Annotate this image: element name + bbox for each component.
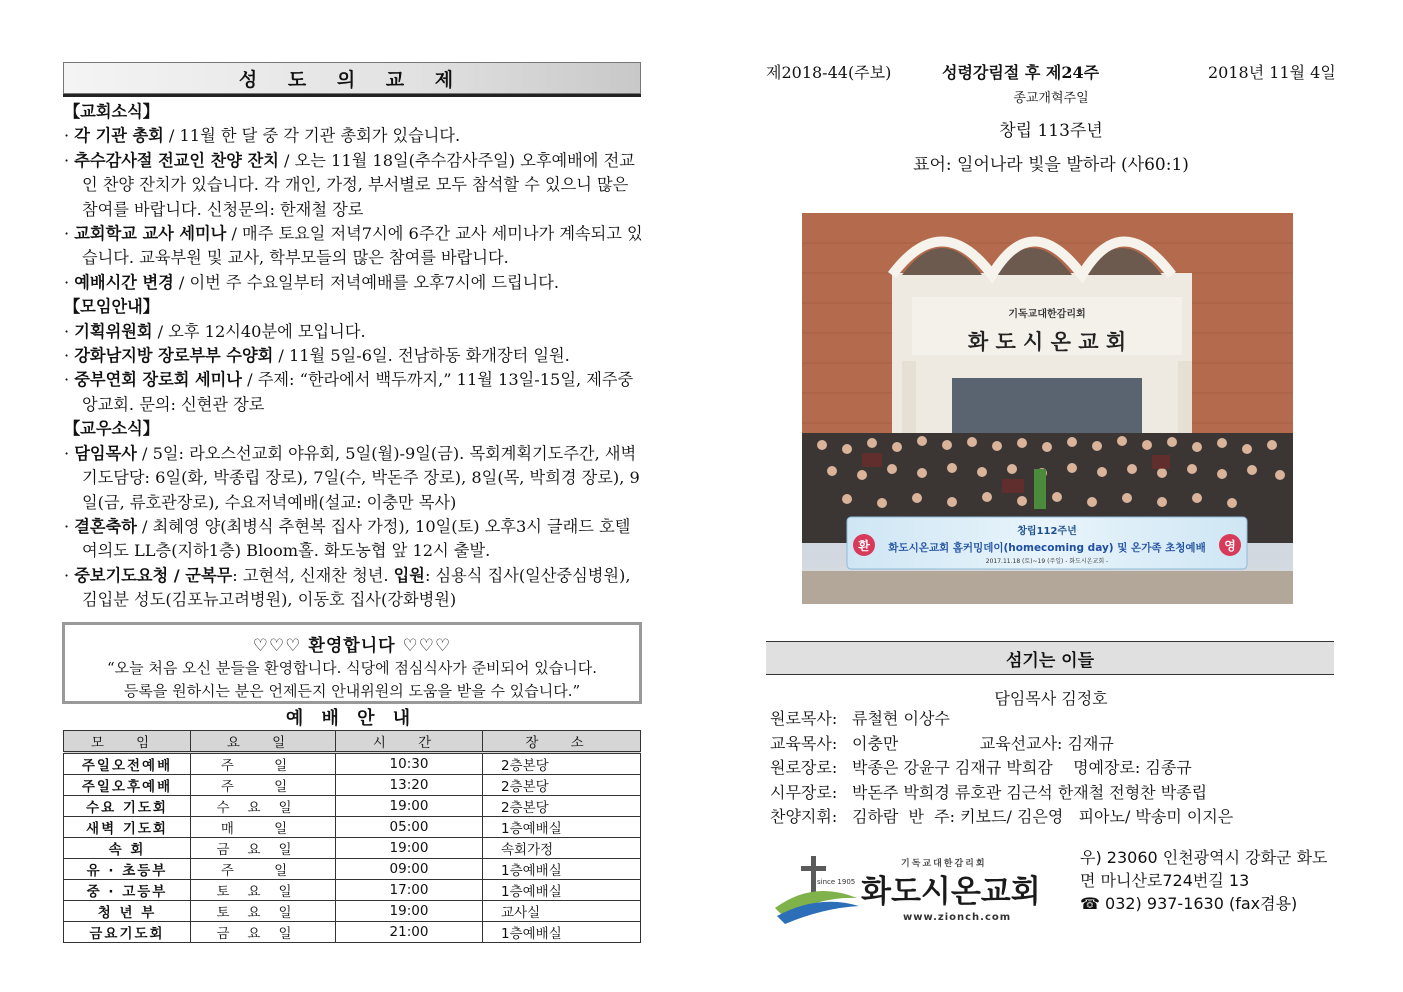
notice-item	[64, 515, 644, 564]
staff-list	[770, 707, 1233, 830]
notice-item	[64, 344, 644, 368]
table-cell: 주 일	[191, 859, 336, 880]
staff-row	[770, 781, 1233, 806]
table-row	[64, 838, 641, 859]
staff-names: 박돈주 박희경 류호관 김근석 한재철 전형찬 박종립	[852, 782, 1208, 802]
column-header: 모 임	[64, 731, 191, 753]
column-header: 시 간	[336, 731, 483, 753]
photo-sign-small: 기독교대한감리회	[1008, 309, 1086, 320]
section-heading: 【교우소식】	[64, 419, 159, 439]
table-cell: 1층예배실	[483, 817, 641, 838]
staff-row	[770, 732, 1233, 757]
staff-role: 교육목사:	[770, 733, 838, 753]
staff-role: 원로장로:	[770, 758, 838, 777]
notice-title: 추수감사절 전교인 찬양 잔치	[74, 150, 279, 170]
week-title: 성령강림절 후 제24주	[942, 63, 1100, 82]
table-cell: 09:00	[336, 859, 483, 880]
notice-bullet: ·	[64, 346, 75, 366]
notice-bullet: ·	[64, 516, 75, 536]
notice-text2: : 심용식 집사(일산중심병원), 김입분 성도(김포뉴고려병원), 이동호 집사(강화병원)	[82, 565, 631, 610]
table-row	[64, 775, 641, 796]
notice-list	[64, 100, 644, 613]
table-cell: 수요일	[191, 796, 336, 817]
logo-denomination: 기독교대한감리회	[901, 859, 987, 869]
notice-bullet: ·	[64, 150, 75, 170]
table-row	[64, 859, 641, 880]
notice-bullet: ·	[64, 224, 75, 244]
serve-title: 섬기는 이들	[1005, 650, 1095, 671]
photo-banner-right: 영	[1224, 539, 1236, 553]
notice-title: 담임목사	[74, 443, 137, 463]
notice-text: / 5일: 라오스선교회 야유회, 5일(월)-9일(금). 목회계획기도주간, 새벽기도담당: 6일(화, 박종립 장로), 7일(수, 박돈주 장로), 8일(목, 박희경 장로), 9일(금, 류호관장로), 수요저녁예배(설교: 이충만 목사)	[82, 443, 640, 512]
table-cell: 19:00	[336, 901, 483, 922]
table-cell: 1층예배실	[483, 880, 641, 901]
table-cell: 금요일	[191, 838, 336, 859]
table-row	[64, 922, 641, 943]
table-cell: 21:00	[336, 922, 483, 943]
table-cell: 주 일	[191, 753, 336, 775]
table-header-row	[64, 731, 641, 753]
notice-text: / 최혜영 양(최병식 추현복 집사 가정), 10일(토) 오후3시 글래드 호텔 여의도 LL층(지하1층) Bloom홀. 화도농협 앞 12시 출발.	[82, 516, 631, 561]
table-cell: 2층본당	[483, 796, 641, 817]
notice-bullet: ·	[64, 321, 75, 341]
table-row	[64, 753, 641, 775]
notice-title: 기획위원회	[74, 321, 153, 341]
notice-text: / 11월 한 달 중 각 기관 총회가 있습니다.	[163, 126, 461, 146]
notice-title: 강화남지방 장로부부 수양회	[74, 346, 274, 366]
welcome-box	[62, 622, 642, 704]
welcome-line-2: 등록을 원하시는 분은 언제든지 안내위원의 도움을 받을 수 있습니다.”	[123, 682, 581, 700]
table-cell: 중 · 고등부	[64, 880, 191, 901]
notice-title: 중보기도요청 / 군복무	[74, 565, 233, 585]
staff-row	[770, 805, 1233, 830]
banner-title: 성 도 의 교 제	[238, 68, 466, 91]
anniversary: 창립 113주년	[999, 121, 1103, 141]
table-cell: 매 일	[191, 817, 336, 838]
section-heading: 【모임안내】	[64, 297, 159, 317]
notice-text: / 주제: “한라에서 백두까지,” 11월 13일-15일, 제주중앙교회. 문의: 신현관 장로	[82, 370, 634, 414]
staff-names: 김하람 반 주: 키보드/ 김은영 피아노/ 박송미 이지은	[852, 807, 1234, 826]
photo-banner-date: 2017.11.18 (토)~19 (주일) - 화도시온교회 -	[985, 558, 1109, 565]
table-cell: 속 회	[64, 838, 191, 859]
serve-banner	[766, 641, 1334, 675]
notice-item	[64, 320, 644, 344]
table-cell: 토요일	[191, 880, 336, 901]
address-phone: ☎ 032) 937-1630 (fax겸용)	[1080, 894, 1298, 913]
staff-role: 시무장로:	[770, 782, 838, 802]
table-cell: 13:20	[336, 775, 483, 796]
notice-title: 중부연회 장로회 세미나	[74, 370, 242, 390]
notice-title: 결혼축하	[74, 516, 137, 536]
notice-bullet: ·	[64, 126, 75, 146]
notice-item	[64, 124, 644, 148]
notice-text: : 고현석, 신재찬 청년.	[232, 565, 394, 585]
address-line-2: 면 마니산로724번길 13	[1080, 871, 1250, 890]
notice-item	[64, 442, 644, 515]
notice-item	[64, 149, 644, 222]
table-cell: 17:00	[336, 880, 483, 901]
church-address	[1080, 846, 1328, 915]
table-cell: 수요 기도회	[64, 796, 191, 817]
table-row	[64, 817, 641, 838]
table-cell: 19:00	[336, 838, 483, 859]
logo-since: since 1905	[817, 878, 856, 886]
staff-names: 이충만 교육선교사: 김재규	[852, 733, 1114, 753]
table-cell: 유 · 초등부	[64, 859, 191, 880]
table-cell: 2층본당	[483, 775, 641, 796]
notice-title2: 입원	[393, 565, 425, 585]
table-cell: 05:00	[336, 817, 483, 838]
table-cell: 새벽 기도회	[64, 817, 191, 838]
notice-text: / 11월 5일-6일. 전남하동 화개장터 일원.	[273, 346, 570, 366]
notice-text: / 오는 11월 18일(추수감사주일) 오후예배에 전교인 찬양 잔치가 있습니다. 각 개인, 가정, 부서별로 모두 참석할 수 있으니 많은 참여를 바랍니다. 신청문의: 한재철 장로	[82, 150, 635, 219]
table-row	[64, 901, 641, 922]
table-row	[64, 880, 641, 901]
column-header: 요 일	[191, 731, 336, 753]
table-cell: 2층본당	[483, 753, 641, 775]
notice-item	[64, 564, 644, 613]
senior-pastor: 담임목사 김정호	[994, 689, 1108, 708]
notice-text: / 이번 주 수요일부터 저녁예배를 오후7시에 드립니다.	[173, 272, 560, 292]
staff-row	[770, 756, 1233, 781]
notice-bullet: ·	[64, 443, 75, 463]
section-banner	[63, 62, 641, 94]
welcome-title: ♡♡♡ 환영합니다 ♡♡♡	[252, 636, 452, 656]
welcome-line-1: “오늘 처음 오신 분들을 환영합니다. 식당에 점심식사가 준비되어 있습니다.	[106, 659, 598, 677]
notice-item	[64, 271, 644, 295]
table-cell: 교사실	[483, 901, 641, 922]
notice-item	[64, 222, 644, 271]
table-row	[64, 796, 641, 817]
table-cell: 주일오후예배	[64, 775, 191, 796]
staff-names: 류철현 이상수	[852, 709, 950, 728]
notice-title: 예배시간 변경	[74, 272, 174, 292]
church-logo	[773, 850, 1073, 930]
logo-name: 화도시온교회	[861, 874, 1041, 910]
table-cell: 청 년 부	[64, 901, 191, 922]
notice-text: / 매주 토요일 저녁7시에 6주간 교사 세미나가 계속되고 있습니다. 교육부원 및 교사, 학부모들의 많은 참여를 바랍니다.	[82, 224, 643, 268]
table-cell: 토요일	[191, 901, 336, 922]
table-cell: 속회가정	[483, 838, 641, 859]
issue-date: 2018년 11월 4일	[1208, 63, 1336, 82]
address-line-1: 우) 23060 인천광역시 강화군 화도	[1080, 848, 1328, 867]
worship-table	[63, 730, 641, 943]
table-cell: 주일오전예배	[64, 753, 191, 775]
motto: 표어: 일어나라 빛을 발하라 (사60:1)	[913, 155, 1189, 175]
notice-bullet: ·	[64, 370, 75, 390]
logo-url: www.zionch.com	[903, 912, 1012, 923]
notice-text: / 오후 12시40분에 모입니다.	[152, 321, 366, 341]
table-cell: 10:30	[336, 753, 483, 775]
photo-banner-left: 환	[858, 539, 870, 553]
issue-number: 제2018-44(주보)	[766, 63, 892, 82]
notice-title: 교회학교 교사 세미나	[74, 224, 227, 244]
staff-names: 박종은 강윤구 김재규 박희감 명예장로: 김종규	[852, 758, 1192, 777]
notice-item	[64, 368, 644, 417]
table-cell: 금요기도회	[64, 922, 191, 943]
notice-title: 각 기관 총회	[74, 126, 164, 146]
sub-title: 종교개혁주일	[1013, 91, 1089, 106]
church-group-photo	[802, 213, 1293, 604]
worship-title: 예 배 안 내	[285, 708, 417, 729]
table-cell: 1층예배실	[483, 859, 641, 880]
photo-banner-main: 화도시온교회 홈커밍데이(homecoming day) 및 온가족 초청예배	[888, 542, 1206, 554]
table-cell: 금요일	[191, 922, 336, 943]
table-cell: 주 일	[191, 775, 336, 796]
table-cell: 1층예배실	[483, 922, 641, 943]
notice-bullet: ·	[64, 272, 75, 292]
staff-role: 원로목사:	[770, 709, 838, 728]
notice-bullet: ·	[64, 565, 75, 585]
staff-role: 찬양지휘:	[770, 807, 838, 826]
table-cell: 19:00	[336, 796, 483, 817]
section-heading: 【교회소식】	[64, 102, 159, 121]
staff-row	[770, 707, 1233, 732]
photo-sign-big: 화 도 시 온 교 회	[967, 330, 1127, 354]
divider	[63, 94, 641, 97]
column-header: 장 소	[483, 731, 641, 753]
photo-banner-top: 창립112주년	[1017, 526, 1077, 537]
